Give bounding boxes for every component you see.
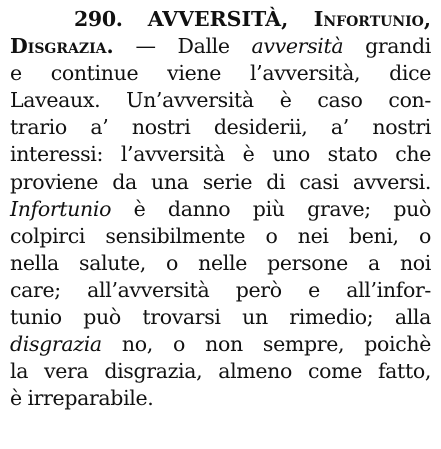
entry-number: 290. bbox=[74, 7, 148, 31]
text-run: e continue viene l’avversità, dice bbox=[10, 61, 431, 86]
text-run: grandi bbox=[343, 34, 431, 59]
text-run: tunio può trovarsi un rimedio; alla bbox=[10, 305, 431, 330]
text-run: è irreparabile. bbox=[10, 386, 154, 411]
synonym: Infortunio, bbox=[313, 7, 431, 31]
text-run: nella salute, o nelle persone a noi bbox=[10, 250, 431, 275]
text-line bbox=[10, 87, 431, 114]
text-line bbox=[10, 6, 431, 33]
text-run: Laveaux. Un’avversità è caso con- bbox=[10, 88, 431, 113]
text-run: — Dalle bbox=[113, 34, 252, 59]
italic-term: Infortunio bbox=[10, 196, 112, 221]
text-run: colpirci sensibilmente o nei beni, o bbox=[10, 223, 431, 248]
text-run: trario a’ nostri desiderii, a’ nostri bbox=[10, 115, 431, 140]
text-line bbox=[10, 114, 431, 141]
text-line bbox=[10, 60, 431, 87]
text-run: no, o non sempre, poichè bbox=[101, 332, 431, 357]
text-run: è danno più grave; può bbox=[111, 196, 431, 221]
text-line bbox=[10, 196, 431, 223]
synonym: Disgrazia. bbox=[10, 34, 114, 59]
text-run: la vera disgrazia, almeno come fatto, bbox=[10, 359, 431, 384]
text-line bbox=[10, 385, 431, 412]
text-line bbox=[10, 358, 431, 385]
dictionary-entry bbox=[10, 6, 431, 412]
text-line bbox=[10, 277, 431, 304]
text-run: interessi: l’avversità è uno stato che bbox=[10, 142, 431, 167]
italic-term: disgrazia bbox=[10, 332, 102, 357]
text-line bbox=[10, 169, 431, 196]
text-line bbox=[10, 304, 431, 331]
headword: AVVERSITÀ, bbox=[147, 7, 314, 31]
text-run: proviene da una serie di casi avversi. bbox=[10, 169, 431, 194]
text-line bbox=[10, 33, 431, 60]
text-run: care; all’avversità però e all’infor- bbox=[10, 277, 431, 302]
text-line bbox=[10, 250, 431, 277]
text-line bbox=[10, 331, 431, 358]
text-line bbox=[10, 141, 431, 168]
text-line bbox=[10, 223, 431, 250]
italic-term: avversità bbox=[251, 34, 344, 59]
